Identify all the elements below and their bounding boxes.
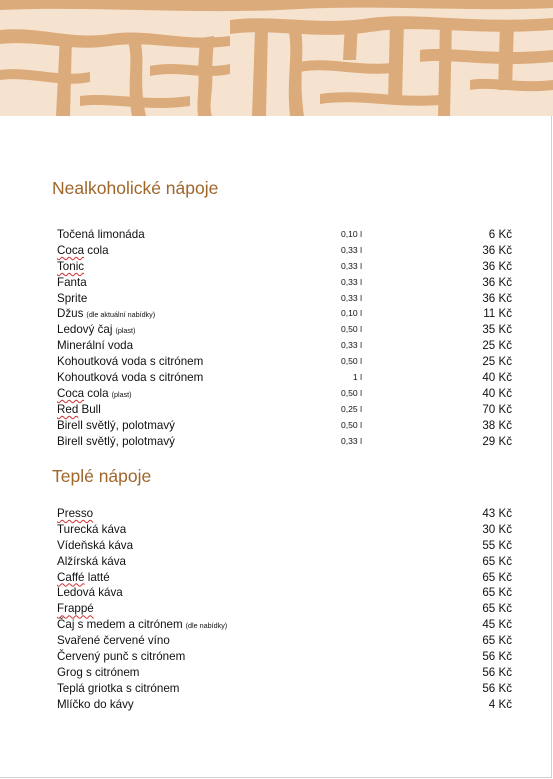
item-name-text: Točená limonáda xyxy=(57,228,145,241)
menu-item-row xyxy=(57,601,512,617)
item-price: 56 Kč xyxy=(482,665,512,679)
item-name xyxy=(57,601,94,617)
item-note: (dle nabídky) xyxy=(185,621,228,631)
item-price: 25 Kč xyxy=(482,355,512,369)
item-price: 56 Kč xyxy=(482,681,512,695)
item-name-text: Ledová káva xyxy=(57,586,123,600)
menu-item-row xyxy=(57,538,512,554)
item-name xyxy=(57,275,87,291)
decorative-banner xyxy=(0,0,553,116)
item-price: 65 Kč xyxy=(482,554,512,568)
menu-item-row xyxy=(57,243,512,259)
menu-item-row xyxy=(57,649,512,665)
item-name xyxy=(57,649,185,665)
item-price: 38 Kč xyxy=(482,418,512,432)
menu-item-row xyxy=(57,418,512,434)
item-volume: 0,33 l xyxy=(340,276,362,287)
item-price: 40 Kč xyxy=(482,386,512,400)
item-volume: 0,50 l xyxy=(340,419,362,430)
item-volume: 0,25 l xyxy=(340,403,362,414)
item-price: 65 Kč xyxy=(482,634,512,648)
item-name-text: Sprite xyxy=(57,291,88,305)
menu-item-row xyxy=(57,681,512,697)
item-volume: 0,50 l xyxy=(340,356,362,367)
item-name-text: Birell světlý, polotmavý xyxy=(57,418,175,432)
item-volume: 0,33 l xyxy=(340,292,362,303)
item-price: 65 Kč xyxy=(482,570,512,584)
item-name-text: Teplá griotka s citrónem xyxy=(57,681,180,695)
item-price: 40 Kč xyxy=(482,371,512,385)
item-name-text: Čaj s medem a citrónem xyxy=(57,618,183,632)
menu-item-row xyxy=(57,306,512,322)
item-name xyxy=(57,291,87,307)
menu-item-row xyxy=(57,522,512,538)
item-name-text: Vídeňská káva xyxy=(57,538,134,552)
crackle-pattern-image xyxy=(0,0,553,116)
item-price: 43 Kč xyxy=(482,507,512,520)
item-price: 70 Kč xyxy=(482,402,512,416)
item-name xyxy=(57,585,123,601)
item-name-text: Grog s citrónem xyxy=(57,665,140,679)
menu-item-row xyxy=(57,617,512,633)
menu-item-row xyxy=(57,259,512,275)
item-price: 30 Kč xyxy=(482,522,512,536)
menu-item-row xyxy=(57,665,512,681)
item-name xyxy=(57,259,84,275)
item-price: 36 Kč xyxy=(482,275,512,289)
menu-item-row xyxy=(57,402,512,418)
item-name-text: Caffé latté xyxy=(57,570,110,584)
menu-item-row xyxy=(57,386,512,402)
item-name-text: Svařené červené víno xyxy=(57,634,170,648)
item-name xyxy=(57,617,227,634)
menu-item-row xyxy=(57,585,512,601)
hot-drinks-list xyxy=(57,506,512,713)
item-name-text: Turecká káva xyxy=(57,522,127,536)
item-note: (plast) xyxy=(115,326,136,336)
item-price: 29 Kč xyxy=(482,434,512,448)
item-name-text: Červený punč s citrónem xyxy=(57,650,186,664)
item-volume: 0,33 l xyxy=(340,435,362,446)
item-volume: 0,50 l xyxy=(340,324,362,335)
item-price: 4 Kč xyxy=(488,697,512,711)
soft-drinks-list xyxy=(57,227,512,449)
item-name-text: Džus xyxy=(57,307,84,321)
item-price: 56 Kč xyxy=(482,650,512,664)
item-name-text: Minerální voda xyxy=(57,339,134,353)
item-name xyxy=(57,522,126,538)
item-name-text: Birell světlý, polotmavý xyxy=(57,434,175,448)
menu-item-row xyxy=(57,370,512,386)
menu-item-row xyxy=(57,291,512,307)
menu-item-row xyxy=(57,506,512,522)
item-name xyxy=(57,354,203,370)
item-name xyxy=(57,538,133,554)
item-price: 55 Kč xyxy=(482,538,512,552)
item-name-text: Alžírská káva xyxy=(57,554,126,568)
item-note: (plast) xyxy=(111,389,132,399)
item-name xyxy=(57,370,203,386)
item-name xyxy=(57,554,126,570)
menu-item-row xyxy=(57,354,512,370)
item-price: 36 Kč xyxy=(482,243,512,257)
menu-item-row xyxy=(57,697,512,713)
item-name-text: Kohoutková voda s citrónem xyxy=(57,355,204,369)
menu-item-row xyxy=(57,570,512,586)
item-name xyxy=(57,570,110,586)
item-volume: 0,10 l xyxy=(340,229,362,239)
item-price: 45 Kč xyxy=(482,618,512,632)
item-name-text: Coca cola xyxy=(57,243,109,257)
item-volume: 0,33 l xyxy=(340,244,362,255)
item-price: 65 Kč xyxy=(482,586,512,600)
item-name xyxy=(57,306,155,323)
item-volume: 1 l xyxy=(352,372,362,383)
item-price: 65 Kč xyxy=(482,602,512,616)
item-price: 35 Kč xyxy=(482,323,512,337)
item-name xyxy=(57,418,175,434)
item-name-text: Mlíčko do kávy xyxy=(57,697,134,711)
item-name xyxy=(57,322,135,339)
item-name xyxy=(57,697,134,713)
item-name xyxy=(57,681,179,697)
item-name-text: Fanta xyxy=(57,275,87,289)
item-name xyxy=(57,402,101,418)
item-name-text: Kohoutková voda s citrónem xyxy=(57,371,204,385)
menu-item-row xyxy=(57,434,512,450)
item-price: 25 Kč xyxy=(482,339,512,353)
item-volume: 0,33 l xyxy=(340,260,362,271)
item-name xyxy=(57,434,175,450)
item-name-text: Presso xyxy=(57,507,94,520)
item-name-text: Frappé xyxy=(57,602,94,616)
item-name xyxy=(57,227,145,243)
item-name-text: Tonic xyxy=(57,259,85,273)
menu-item-row xyxy=(57,227,512,243)
item-name-text: Coca cola xyxy=(57,386,109,400)
item-name xyxy=(57,633,170,649)
item-price: 36 Kč xyxy=(482,291,512,305)
menu-item-row xyxy=(57,554,512,570)
item-name xyxy=(57,243,109,259)
item-price: 6 Kč xyxy=(488,228,512,241)
item-note: (dle aktuální nabídky) xyxy=(86,310,156,320)
item-price: 11 Kč xyxy=(483,307,512,321)
section-title-soft-drinks: Nealkoholické nápoje xyxy=(52,178,219,198)
menu-item-row xyxy=(57,633,512,649)
item-volume: 0,50 l xyxy=(340,387,362,398)
item-name xyxy=(57,338,133,354)
item-name xyxy=(57,665,139,681)
item-price: 36 Kč xyxy=(482,259,512,273)
menu-item-row xyxy=(57,322,512,338)
item-volume: 0,10 l xyxy=(340,308,362,319)
menu-item-row xyxy=(57,338,512,354)
section-title-hot-drinks: Teplé nápoje xyxy=(52,466,152,486)
item-name xyxy=(57,506,93,522)
item-name xyxy=(57,386,132,403)
menu-item-row xyxy=(57,275,512,291)
item-name-text: Red Bull xyxy=(57,402,101,416)
item-volume: 0,33 l xyxy=(340,340,362,351)
item-name-text: Ledový čaj xyxy=(57,323,113,337)
